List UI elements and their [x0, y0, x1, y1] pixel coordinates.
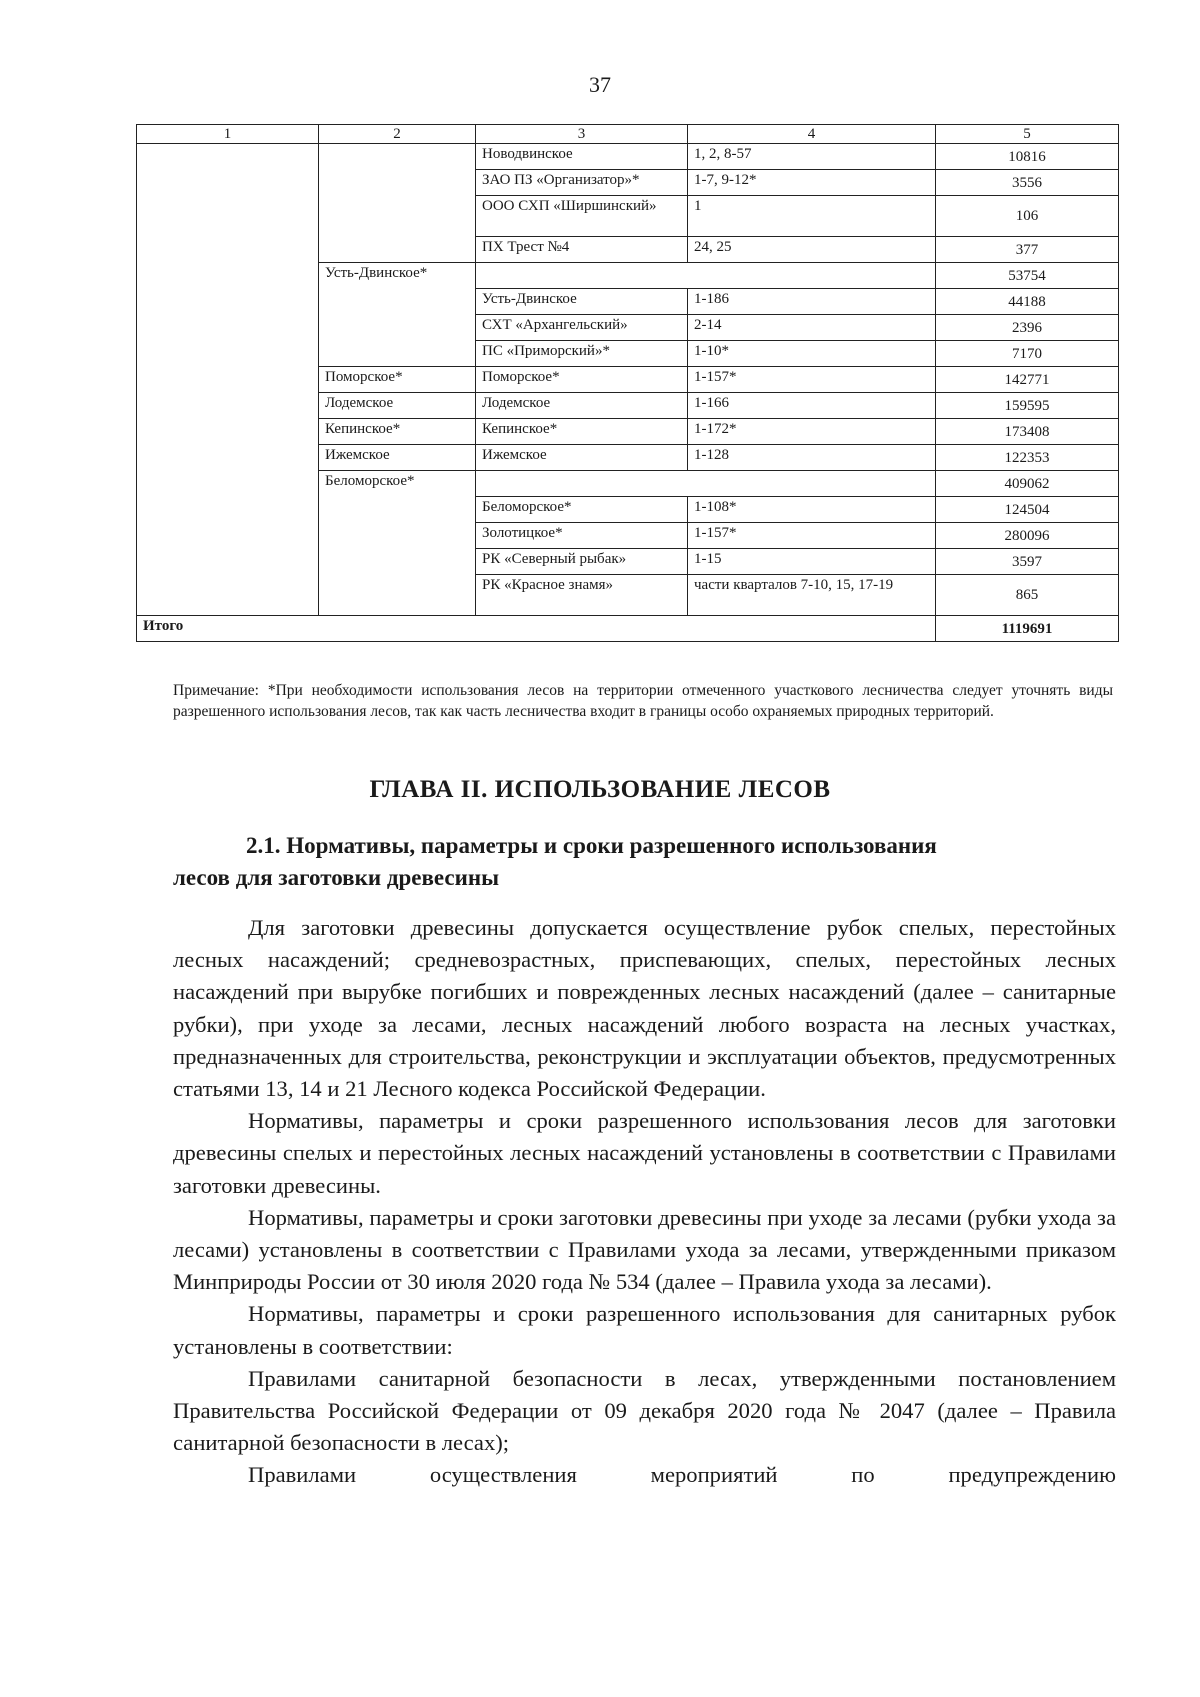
area-cell: Золотицкое* [476, 523, 688, 549]
paragraph: Правилами осуществления мероприятий по предупреждению [248, 1462, 1116, 1488]
forest-table [136, 124, 1119, 642]
paragraph: Правилами санитарной безопасности в лесах, утвержденными постановлением Правительства Российской Федерации от 09 декабря 2020 года № 2047 (далее – Правила санитарной безопасности в лесах); [173, 1365, 1116, 1456]
area-cell [476, 263, 936, 289]
hectares-cell: 106 [936, 196, 1119, 237]
area-cell: Поморское* [476, 367, 688, 393]
body-text [173, 912, 1116, 1492]
table-note: Примечание: *При необходимости использования лесов на территории отмеченного участкового лесничества следует уточнять виды разрешенного использования лесов, так как часть лесничества входит в границы особо охраняемых природных территорий. [173, 682, 1113, 720]
hectares-cell: 865 [936, 575, 1119, 616]
quarters-cell: 1 [688, 196, 936, 237]
district-cell: Ижемское [319, 445, 476, 471]
district-cell: Усть-Двинское* [319, 263, 476, 367]
area-cell: ПХ Трест №4 [476, 237, 688, 263]
paragraph: Для заготовки древесины допускается осуществление рубок спелых, перестойных лесных насаждений; средневозрастных, приспевающих, спелых, перестойных лесных насаждений при вырубке погибших и поврежденных лесных насаждений (далее – санитарные рубки), при уходе за лесами, лесных насаждений любого возраста на лесных участках, предназначенных для строительства, реконструкции и эксплуатации объектов, предусмотренных статьями 13, 14 и 21 Лесного кодекса Российской Федерации. [173, 915, 1116, 1102]
hectares-cell: 53754 [936, 263, 1119, 289]
area-cell: ПС «Приморский»* [476, 341, 688, 367]
hectares-cell: 3597 [936, 549, 1119, 575]
quarters-cell: 1-15 [688, 549, 936, 575]
hectares-cell: 409062 [936, 471, 1119, 497]
hectares-cell: 10816 [936, 144, 1119, 170]
area-cell: Ижемское [476, 445, 688, 471]
hectares-cell: 2396 [936, 315, 1119, 341]
area-cell: ЗАО ПЗ «Организатор»* [476, 170, 688, 196]
chapter-title: ГЛАВА II. ИСПОЛЬЗОВАНИЕ ЛЕСОВ [369, 776, 831, 803]
area-cell: РК «Красное знамя» [476, 575, 688, 616]
area-cell: Лодемское [476, 393, 688, 419]
table-row [137, 144, 1119, 170]
district-cell: Кепинское* [319, 419, 476, 445]
hectares-cell: 7170 [936, 341, 1119, 367]
column-header-2: 2 [319, 125, 476, 144]
quarters-cell: 1-108* [688, 497, 936, 523]
hectares-cell: 280096 [936, 523, 1119, 549]
total-label: Итого [137, 616, 936, 642]
quarters-cell: 1-10* [688, 341, 936, 367]
quarters-cell: 24, 25 [688, 237, 936, 263]
page-number: 37 [589, 72, 611, 97]
area-cell: СХТ «Архангельский» [476, 315, 688, 341]
section-title-line-2: лесов для заготовки древесины [173, 865, 500, 890]
quarters-cell: 1-157* [688, 523, 936, 549]
area-cell: ООО СХП «Ширшинский» [476, 196, 688, 237]
column-header-5: 5 [936, 125, 1119, 144]
total-value: 1119691 [936, 616, 1119, 642]
table-header-row [137, 125, 1119, 144]
hectares-cell: 122353 [936, 445, 1119, 471]
quarters-cell: 1-157* [688, 367, 936, 393]
section-title [173, 830, 1113, 894]
hectares-cell: 44188 [936, 289, 1119, 315]
quarters-cell: 1-166 [688, 393, 936, 419]
quarters-cell: 1, 2, 8-57 [688, 144, 936, 170]
district-cell: Беломорское* [319, 471, 476, 616]
area-cell [476, 471, 936, 497]
area-cell: РК «Северный рыбак» [476, 549, 688, 575]
section-title-line-1: 2.1. Нормативы, параметры и сроки разрешенного использования [246, 833, 937, 858]
hectares-cell: 173408 [936, 419, 1119, 445]
forestry-cell [137, 144, 319, 616]
district-cell [319, 144, 476, 263]
column-header-4: 4 [688, 125, 936, 144]
hectares-cell: 377 [936, 237, 1119, 263]
column-header-1: 1 [137, 125, 319, 144]
quarters-cell: 1-128 [688, 445, 936, 471]
paragraph: Нормативы, параметры и сроки разрешенного использования для санитарных рубок установлены в соответствии: [173, 1301, 1116, 1359]
hectares-cell: 159595 [936, 393, 1119, 419]
column-header-3: 3 [476, 125, 688, 144]
quarters-cell: 1-7, 9-12* [688, 170, 936, 196]
district-cell: Поморское* [319, 367, 476, 393]
quarters-cell: 2-14 [688, 315, 936, 341]
quarters-cell: 1-186 [688, 289, 936, 315]
district-cell: Лодемское [319, 393, 476, 419]
paragraph: Нормативы, параметры и сроки разрешенного использования лесов для заготовки древесины спелых и перестойных лесных насаждений установлены в соответствии с Правилами заготовки древесины. [173, 1108, 1116, 1198]
total-row [137, 616, 1119, 642]
area-cell: Кепинское* [476, 419, 688, 445]
area-cell: Новодвинское [476, 144, 688, 170]
hectares-cell: 3556 [936, 170, 1119, 196]
quarters-cell: 1-172* [688, 419, 936, 445]
area-cell: Беломорское* [476, 497, 688, 523]
paragraph: Нормативы, параметры и сроки заготовки древесины при уходе за лесами (рубки ухода за лесами) установлены в соответствии с Правилами ухода за лесами, утвержденными приказом Минприроды России от 30 июля 2020 года № 534 (далее – Правила ухода за лесами). [173, 1204, 1116, 1295]
quarters-cell: части кварталов 7-10, 15, 17-19 [688, 575, 936, 616]
hectares-cell: 142771 [936, 367, 1119, 393]
area-cell: Усть-Двинское [476, 289, 688, 315]
hectares-cell: 124504 [936, 497, 1119, 523]
